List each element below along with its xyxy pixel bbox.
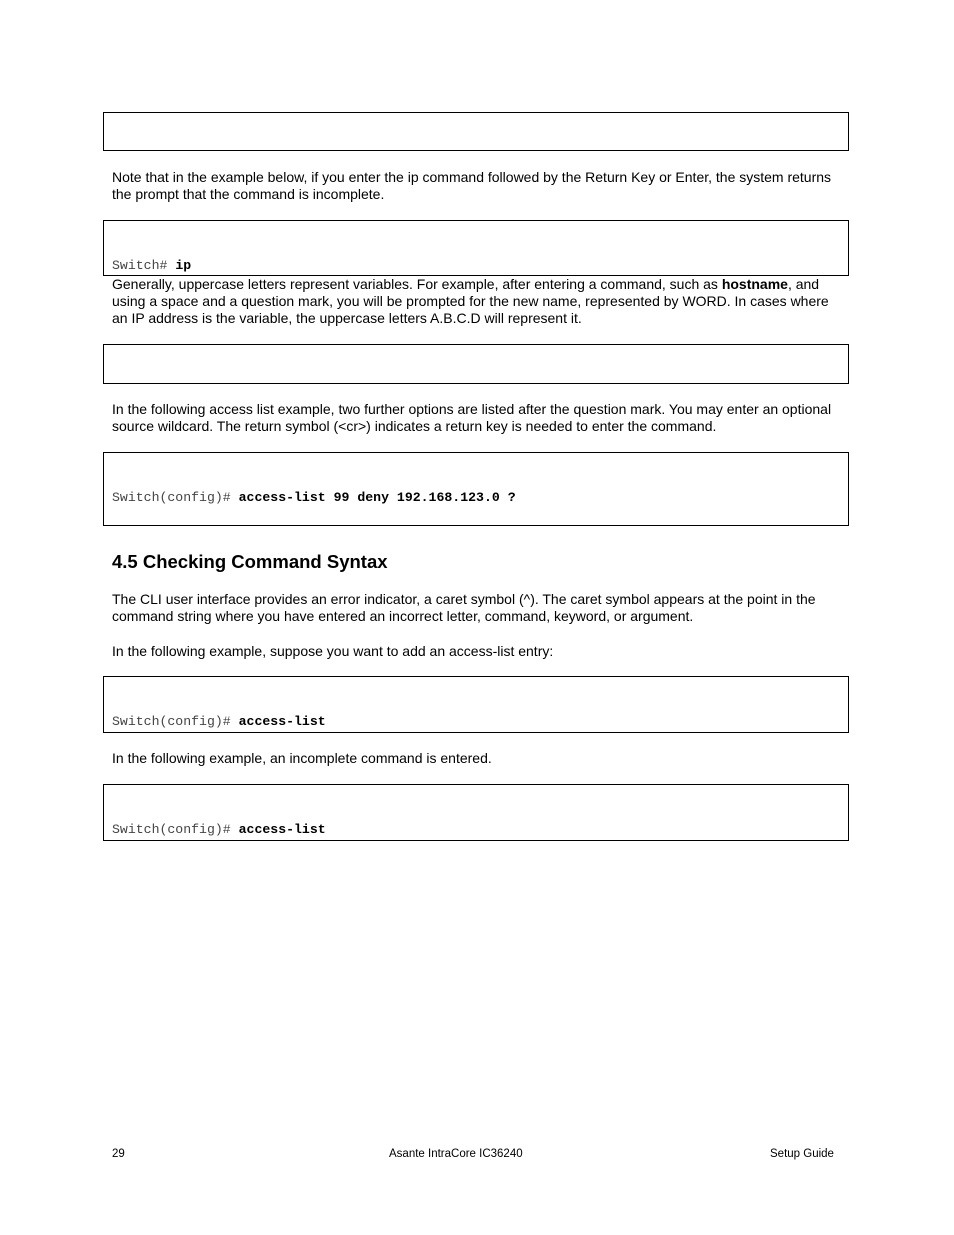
section-heading: 4.5 Checking Command Syntax: [112, 551, 388, 572]
cli-prompt: Switch#: [112, 258, 176, 274]
cli-command: ip: [175, 258, 192, 274]
cli-example-configure: [103, 112, 849, 151]
paragraph-access-list: In the following access list example, two further options are listed after the question mark. You may enter an optional source wildcard. The return symbol (<cr>) indicates a return key is needed to enter the command.: [112, 401, 832, 434]
paragraph-ip-incomplete: Note that in the example below, if you enter the ip command followed by the Return Key or Enter, the system returns the prompt that the command is incomplete.: [112, 169, 832, 202]
keyword-hostname: hostname: [721, 276, 788, 292]
cli-prompt: Switch(config)#: [112, 822, 239, 838]
cli-example-incomplete: [103, 784, 849, 841]
paragraph-incomplete-command: In the following example, an incomplete command is entered.: [112, 750, 492, 766]
paragraph-text: , and using a space and a question mark, you will be prompted for the new name, represented by WORD. In cases where an IP address is the variable, the uppercase letters A.B.C.D will represent it.: [112, 276, 829, 326]
paragraph-caret: The CLI user interface provides an error indicator, a caret symbol (^). The caret symbol appears at the point in the command string where you have entered an incorrect letter, command, keyword, or argument.: [112, 591, 816, 624]
cli-prompt: Switch(config)#: [112, 714, 239, 730]
cli-command: access-list: [238, 714, 326, 730]
footer-product: Asante IntraCore IC36240: [389, 1148, 523, 1160]
cli-prompt: [112, 382, 239, 384]
cli-example-access-list-options: [103, 452, 849, 526]
cli-command: access-list: [238, 822, 326, 838]
cli-prompt: [112, 150, 175, 151]
cli-command: [239, 382, 318, 384]
cli-example-ip: [103, 220, 849, 276]
paragraph-access-list-entry: In the following example, suppose you want to add an access-list entry:: [112, 643, 554, 659]
paragraph-text: Generally, uppercase letters represent variables. For example, after entering a command, such as: [112, 276, 722, 292]
cli-example-hostname: [103, 344, 849, 384]
footer-page-number: 29: [112, 1148, 125, 1160]
cli-example-invalid-input: [103, 676, 849, 733]
cli-prompt: Switch(config)#: [112, 490, 239, 506]
paragraph-variables: [112, 276, 847, 327]
cli-command: [175, 150, 262, 151]
footer-doc-type: Setup Guide: [770, 1148, 834, 1160]
cli-command: access-list 99 deny 192.168.123.0 ?: [238, 490, 516, 506]
